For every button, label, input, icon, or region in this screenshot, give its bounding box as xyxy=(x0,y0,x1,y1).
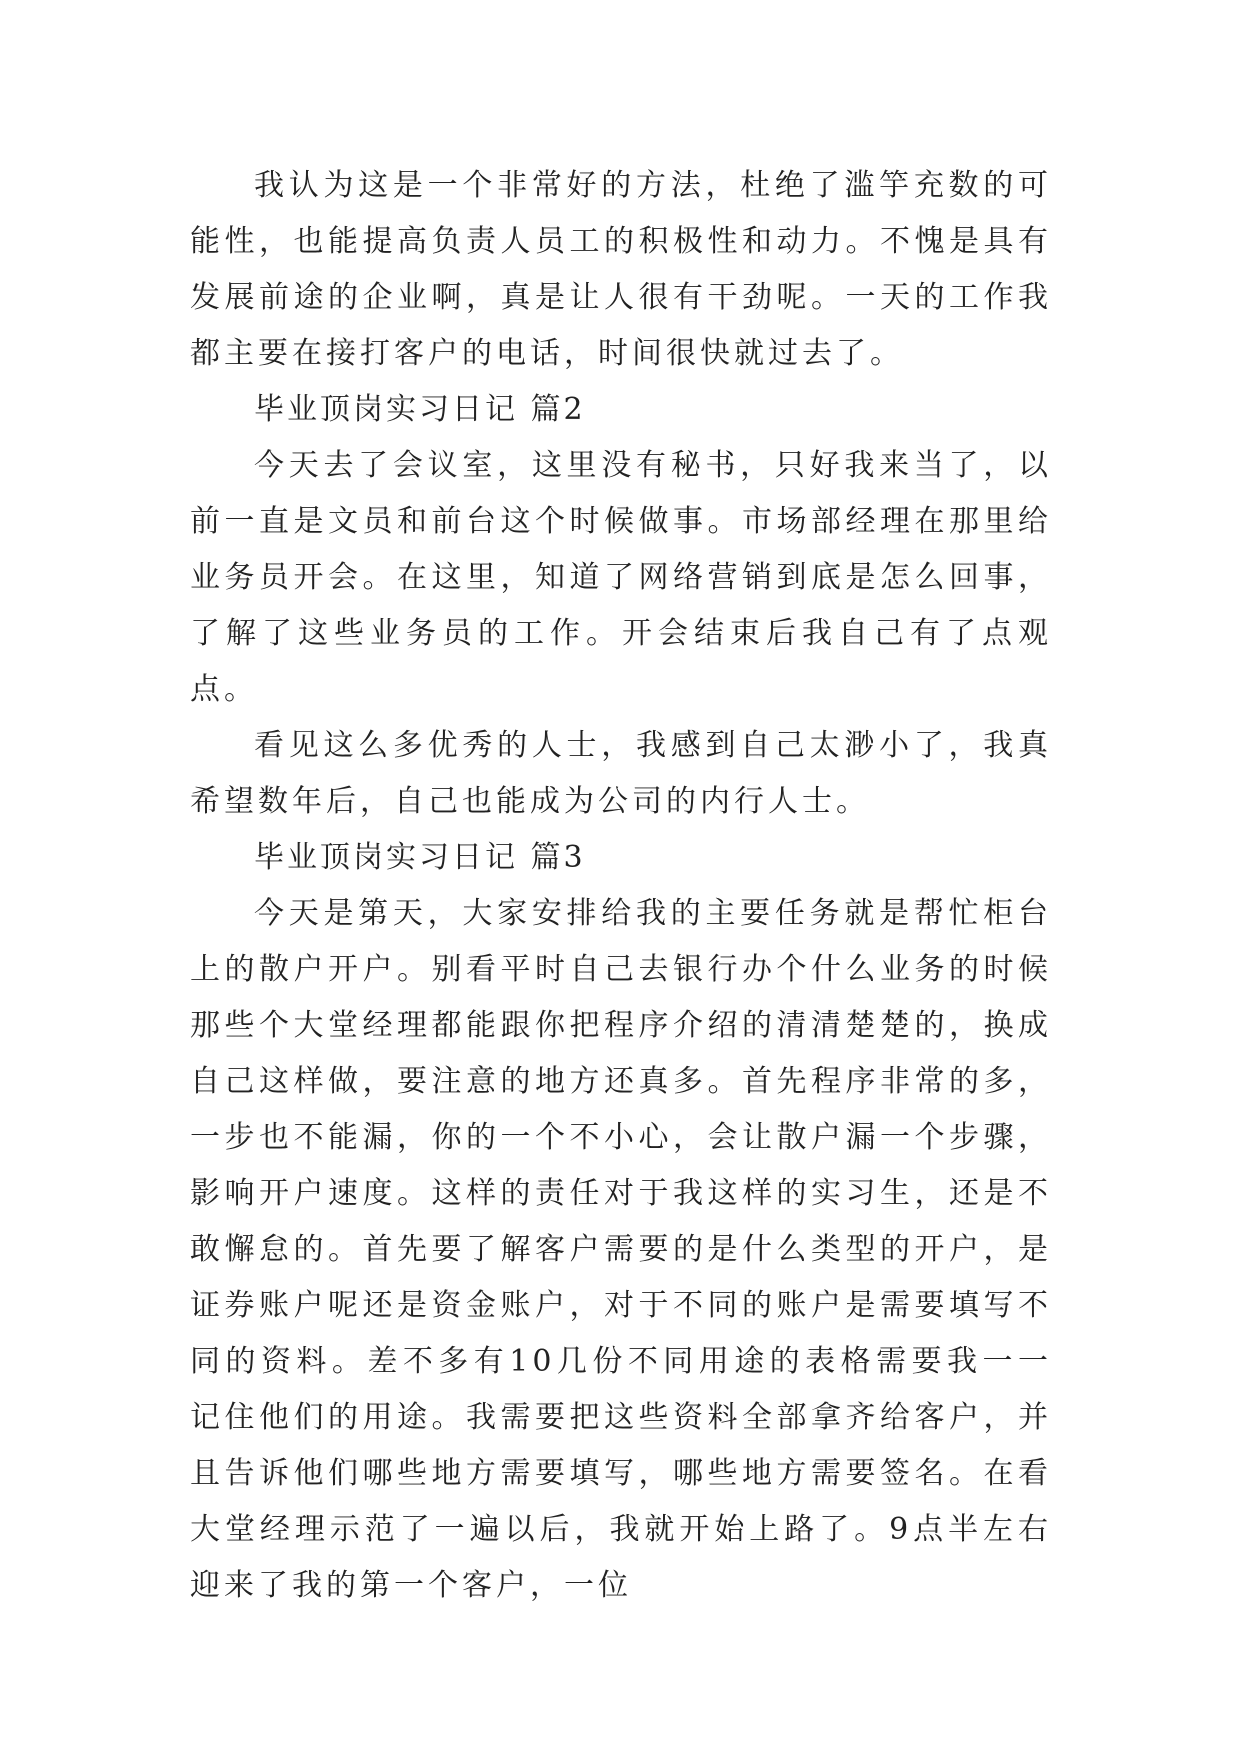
paragraph-1: 我认为这是一个非常好的方法，杜绝了滥竽充数的可能性，也能提高负责人员工的积极性和动力。不愧是具有发展前途的企业啊，真是让人很有干劲呢。一天的工作我都主要在接打客户的电话，时间很快就过去了。 xyxy=(190,168,1052,371)
section-heading-3: 毕业顶岗实习日记 篇3 xyxy=(254,840,586,875)
paragraph-4: 今天是第天，大家安排给我的主要任务就是帮忙柜台上的散户开户。别看平时自己去银行办个什么业务的时候那些个大堂经理都能跟你把程序介绍的清清楚楚的，换成自己这样做，要注意的地方还真多。首先程序非常的多，一步也不能漏，你的一个不小心，会让散户漏一个步骤，影响开户速度。这样的责任对于我这样的实习生，还是不敢懈怠的。首先要了解客户需要的是什么类型的开户，是证券账户呢还是资金账户，对于不同的账户是需要填写不同的资料。差不多有10几份不同用途的表格需要我一一记住他们的用途。我需要把这些资料全部拿齐给客户，并且告诉他们哪些地方需要填写，哪些地方需要签名。在看大堂经理示范了一遍以后，我就开始上路了。9点半左右迎来了我的第一个客户，一位 xyxy=(190,896,1052,1603)
paragraph-2: 今天去了会议室，这里没有秘书，只好我来当了，以前一直是文员和前台这个时候做事。市场部经理在那里给业务员开会。在这里，知道了网络营销到底是怎么回事，了解了这些业务员的工作。开会结束后我自己有了点观点。 xyxy=(190,448,1052,707)
section-heading-2: 毕业顶岗实习日记 篇2 xyxy=(254,392,586,427)
paragraph-3: 看见这么多优秀的人士，我感到自己太渺小了，我真希望数年后，自己也能成为公司的内行人士。 xyxy=(190,728,1052,819)
document-body xyxy=(190,158,1052,1614)
